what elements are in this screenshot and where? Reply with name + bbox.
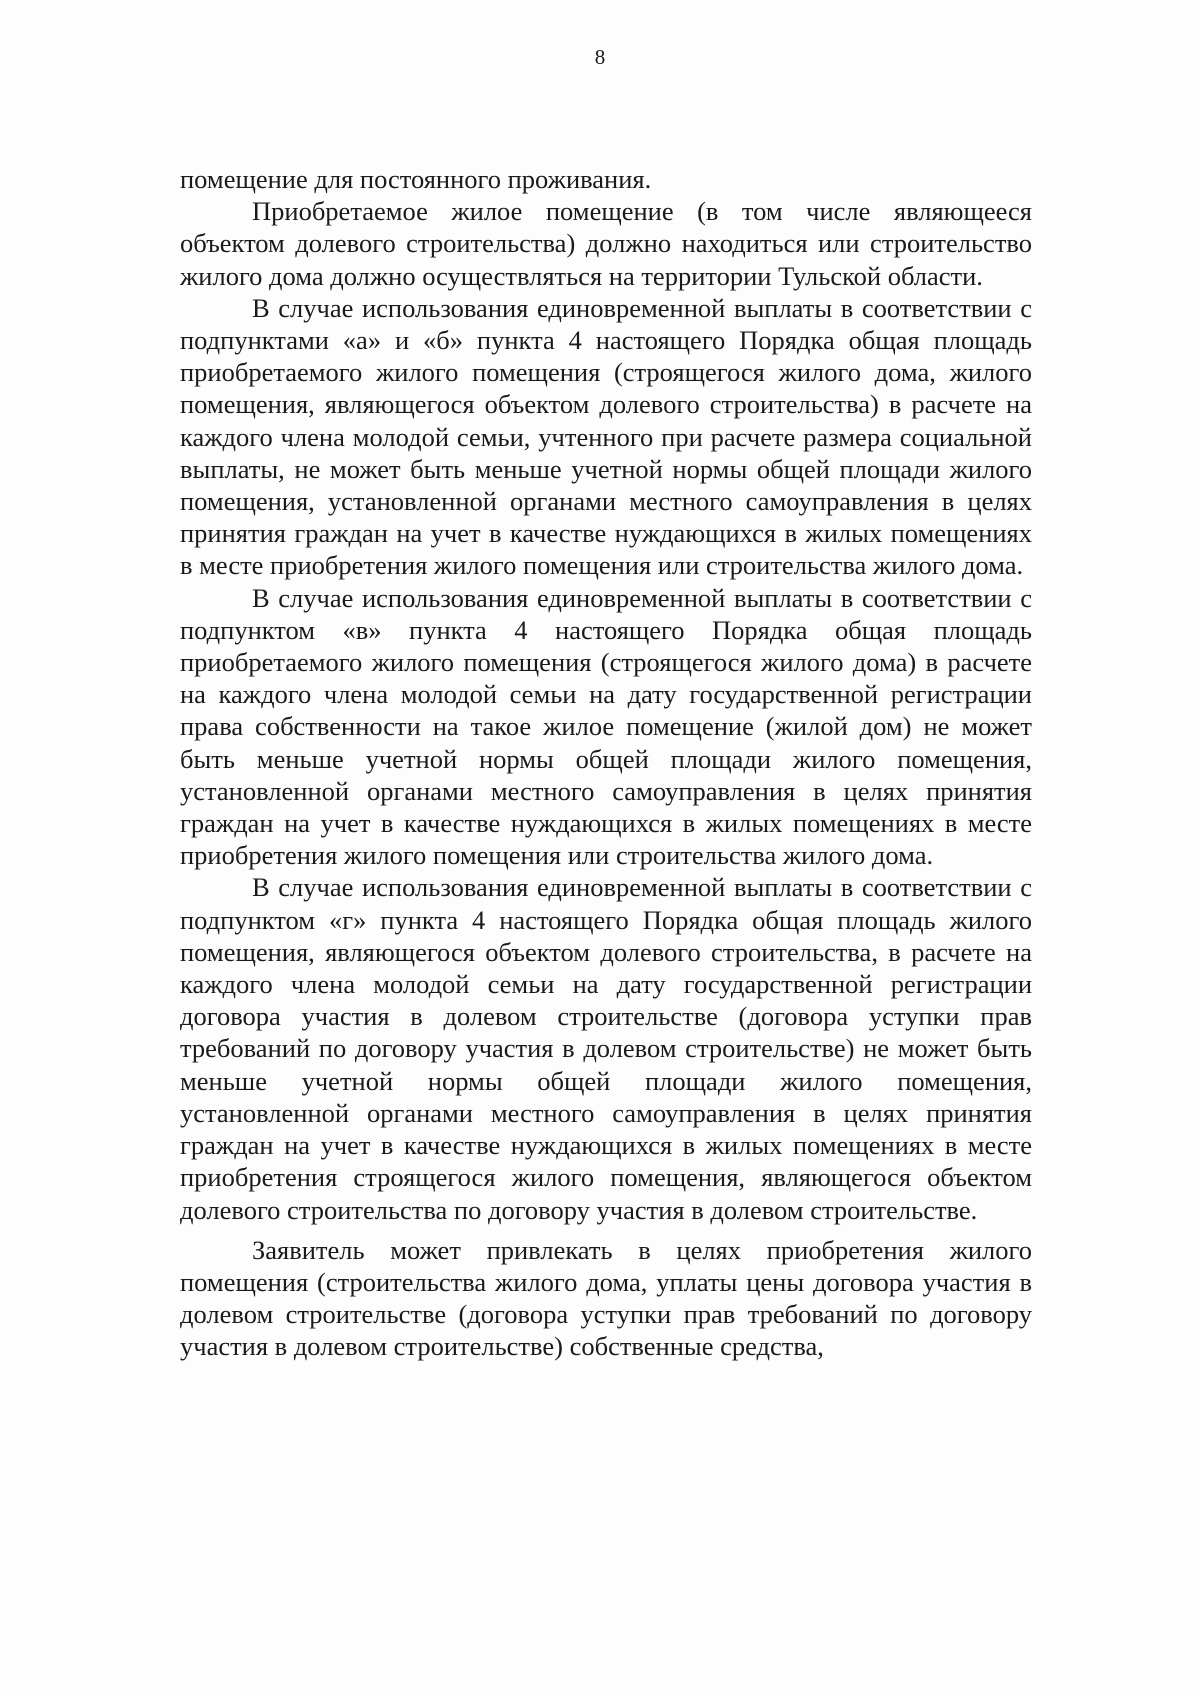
paragraph-subpoint-v: В случае использования единовременной выплаты в соответствии с подпунктом «в» пункта 4 настоящего Порядка общая площадь приобретаемого жилого помещения (строящегося жилого дома) в расчете на каждого члена молодой семьи на дату государственной регистрации права собственности на такое жилое помещение (жилой дом) не может быть меньше учетной нормы общей площади жилого помещения, установленной органами местного самоуправления в целях принятия граждан на учет в качестве нуждающихся в жилых помещениях в месте приобретения жилого помещения или строительства жилого дома. — [180, 582, 1032, 871]
paragraph-territory: Приобретаемое жилое помещение (в том числе являющееся объектом долевого строительства) должно находиться или строительство жилого дома должно осуществляться на территории Тульской области. — [180, 196, 1032, 291]
document-body — [180, 163, 1032, 1363]
paragraph-continuation: помещение для постоянного проживания. — [180, 164, 652, 194]
paragraph-applicant: Заявитель может привлекать в целях приобретения жилого помещения (строительства жилого дома, уплаты цены договора участия в долевом строительстве (договора уступки прав требований по договору участия в долевом строительстве) собственные средства, — [180, 1234, 1032, 1362]
paragraph-subpoint-g: В случае использования единовременной выплаты в соответствии с подпунктом «г» пункта 4 настоящего Порядка общая площадь жилого помещения, являющегося объектом долевого строительства, в расчете на каждого члена молодой семьи на дату государственной регистрации договора участия в долевом строительстве (договора уступки прав требований по договору участия в долевом строительстве) не может быть меньше учетной нормы общей площади жилого помещения, установленной органами местного самоуправления в целях принятия граждан на учет в качестве нуждающихся в жилых помещениях в месте приобретения строящегося жилого помещения, являющегося объектом долевого строительства по договору участия в долевом строительстве. — [180, 872, 1032, 1225]
page-number: 8 — [594, 45, 606, 69]
paragraph-subpoints-a-b: В случае использования единовременной выплаты в соответствии с подпунктами «а» и «б» пункта 4 настоящего Порядка общая площадь приобретаемого жилого помещения (строящегося жилого дома, жилого помещения, являющегося объектом долевого строительства) в расчете на каждого члена молодой семьи, учтенного при расчете размера социальной выплаты, не может быть меньше учетной нормы общей площади жилого помещения, установленной органами местного самоуправления в целях принятия граждан на учет в качестве нуждающихся в жилых помещениях в месте приобретения жилого помещения или строительства жилого дома. — [180, 292, 1032, 581]
